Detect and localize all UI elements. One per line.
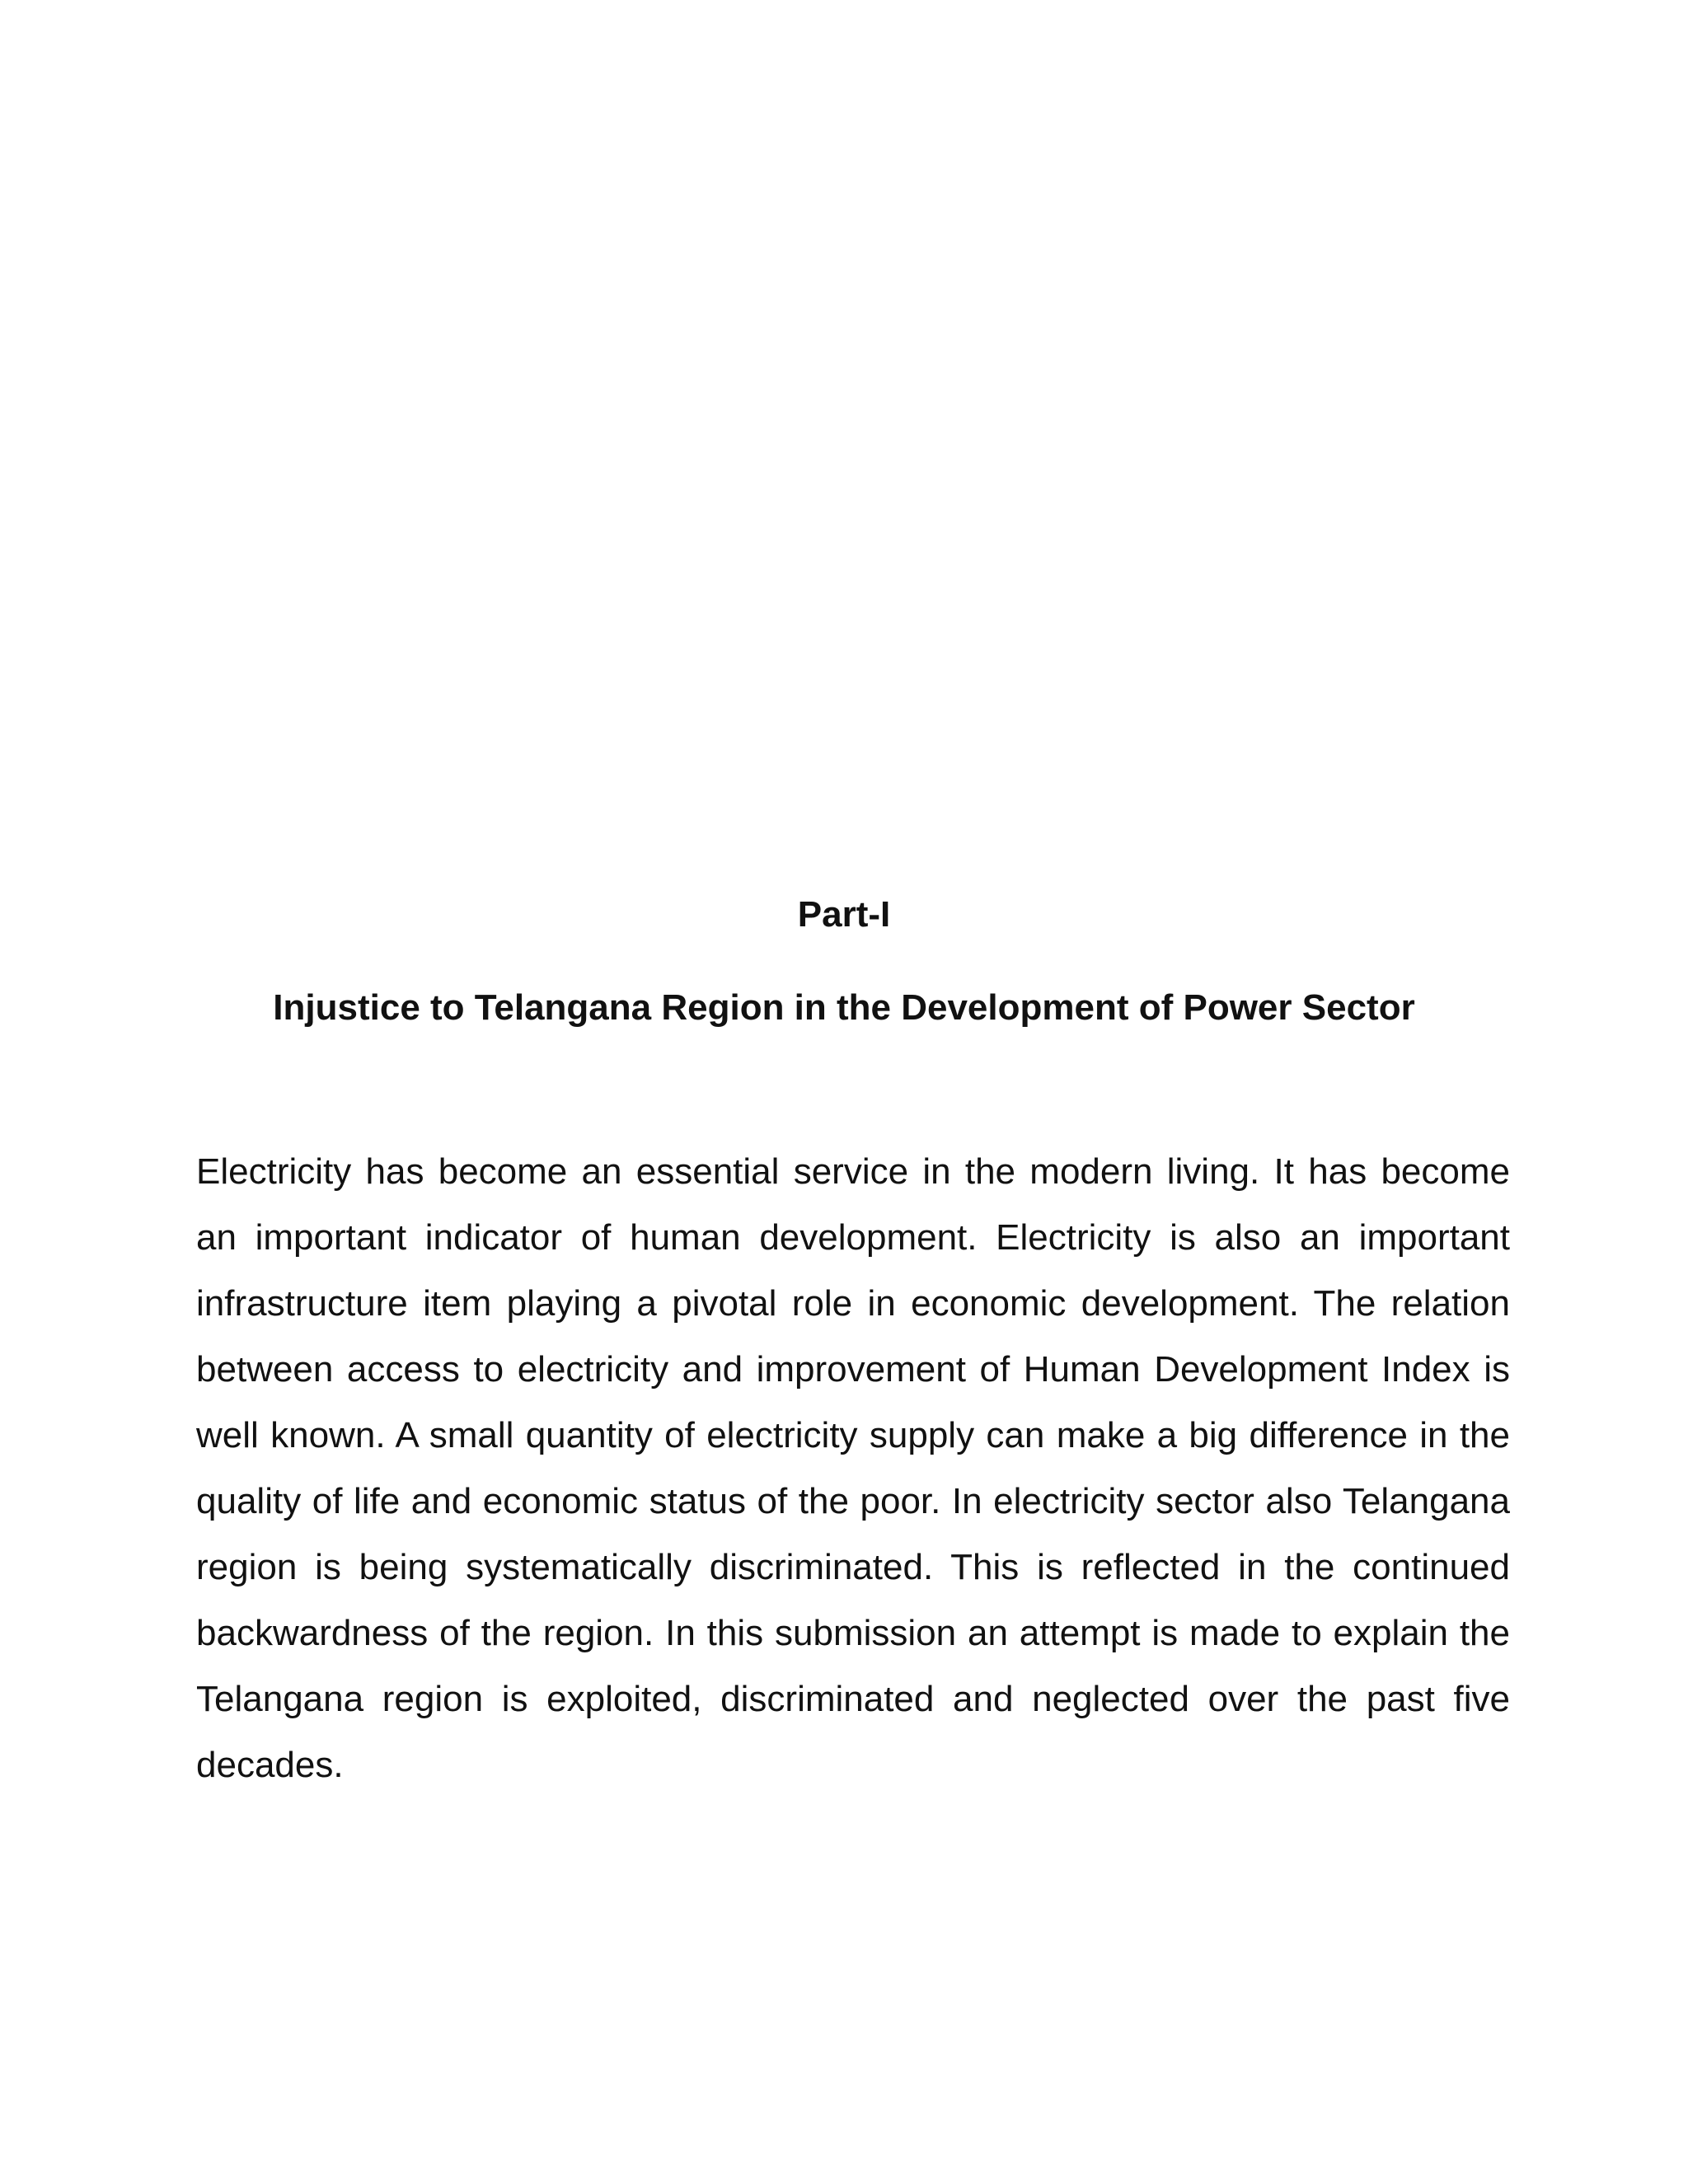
part-heading: Part-I <box>797 894 891 935</box>
body-paragraph: Electricity has become an essential service in the modern living. It has become an important indicator of human development. Electricity is also an important infrastructure item playing a pivotal role in economic development. The relation between access to electricity and improvement of Human Development Index is well known. A small quantity of electricity supply can make a big difference in the quality of life and economic status of the poor. In electricity sector also Telangana region is being systematically discriminated. This is reflected in the continued backwardness of the region. In this submission an attempt is made to explain the Telangana region is exploited, discriminated and neglected over the past five decades. <box>196 1151 1510 1785</box>
document-title: Injustice to Telangana Region in the Development of Power Sector <box>273 987 1415 1028</box>
